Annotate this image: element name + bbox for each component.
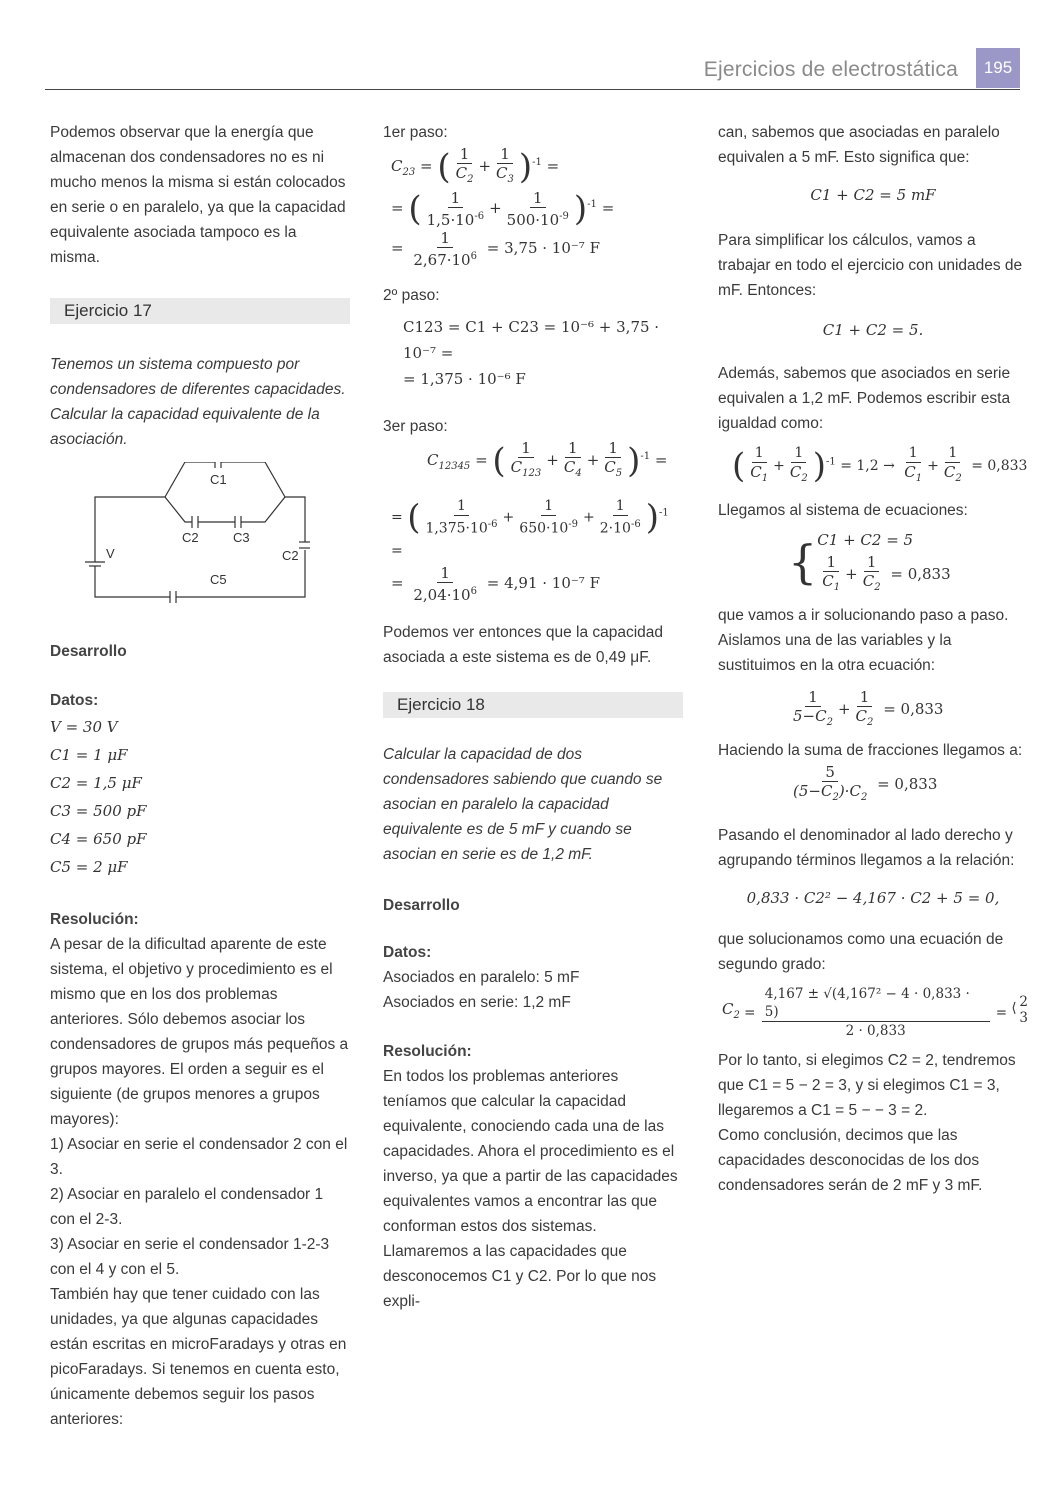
equation-c23: $C_{23}$ = ( $\frac{1}{C_2}$ + $\frac{1}{C_3}$ )$^{-1}$ = = ( $\frac{1}{1,5\cdot 10^{-6}}$ + $\frac{1}{500\cdot 10^{-9}}$ )$^{-1}$ = = $\frac{1}{2,67\cdot 10^6}$ = 3,75 · 10⁻⁷ F (391, 145, 615, 269)
system-line-1: C1 + C2 = 5 (817, 531, 914, 549)
equation-solution: $C_2$ = $\frac{\text{4,167 ± √(4,167² − 4 · 0,833 · 5)}}{2 \cdot 0,833}$ = ⟨ 2 3 (722, 986, 1028, 1039)
system-line-2-result: = 0,833 (890, 565, 951, 583)
series-result: = 0,833 (971, 458, 1028, 474)
solution-numerator: 4,167 ± √(4,167² − 4 · 0,833 · 5) (762, 985, 990, 1022)
resolucion-18-paragraph-2: Llamaremos a las capacidades que desconocemos C1 y C2. Por lo que nos expli- (383, 1242, 657, 1310)
exercise-18-title: Ejercicio 18 (383, 692, 683, 718)
data-line: C5 = 2 μF (50, 858, 128, 876)
equation-series: ( $\frac{1}{C_1}$ + $\frac{1}{C_2}$ )$^{-1}$ = 1,2 → $\frac{1}{C_1}$ + $\frac{1}{C_2}$ = 0,833 (732, 445, 1028, 486)
col3-paragraph-6: Haciendo la suma de fracciones llegamos a: (718, 742, 1023, 759)
final-result: = 4,91 · 10⁻⁷ F (486, 573, 600, 592)
c23-result: = 3,75 · 10⁻⁷ F (486, 239, 600, 257)
equation-parallel: C1 + C2 = 5 mF (810, 186, 936, 204)
desarrollo-heading: Desarrollo (50, 643, 127, 660)
substituted-result: = 0,833 (883, 700, 944, 718)
fraction-sum-result: = 0,833 (877, 775, 938, 793)
solution-denominator: 2 · 0,833 (845, 1023, 906, 1039)
datos-18-heading: Datos: (383, 943, 432, 961)
col3-paragraph-3: Además, sabemos que asociados en serie equivalen a 1,2 mF. Podemos escribir esta igualdad como: (718, 365, 1011, 432)
equation-system: { C1 + C2 = 5 $\frac{1}{C_1}$ + $\frac{1}{C_2}$ = 0,833 (788, 527, 1028, 597)
step-3: 3) Asociar en serie el condensador 1-2-3 con el 4 y con el 5. (50, 1236, 330, 1278)
label-v: V (106, 546, 115, 561)
column-3 (718, 120, 1028, 1198)
equation-c123 (403, 314, 683, 392)
data-line: C1 = 1 μF (50, 746, 128, 764)
col3-paragraph-1: can, sabemos que asociadas en paralelo equivalen a 5 mF. Esto significa que: (718, 124, 1000, 166)
col3-paragraph-5: que vamos a ir solucionando paso a paso. Aislamos una de las variables y la sustituimos en la otra ecuación: (718, 607, 1009, 674)
data-line: C3 = 500 pF (50, 802, 147, 820)
c123-line-2: = 1,375 · 10⁻⁶ F (403, 370, 526, 388)
col3-paragraph-9: Por lo tanto, si elegimos C2 = 2, tendremos que C1 = 5 − 2 = 3, y si elegimos C1 = 3, llegaremos a C1 = 5 − − 3 = 2. (718, 1052, 1016, 1119)
label-c3: C3 (233, 530, 250, 545)
step-2: 2) Asociar en paralelo el condensador 1 con el 2-3. (50, 1186, 324, 1228)
column-2 (383, 120, 683, 1314)
desarrollo-18-heading: Desarrollo (383, 896, 460, 914)
step-1: 1) Asociar en serie el condensador 2 con el 3. (50, 1136, 348, 1178)
col3-paragraph-4: Llegamos al sistema de ecuaciones: (718, 502, 968, 519)
equation-substituted: $\frac{1}{5-C_2}$ + $\frac{1}{C_2}$ = 0,833 (793, 688, 944, 728)
data-line: C4 = 650 pF (50, 830, 147, 848)
header-rule (45, 89, 1020, 90)
label-c2: C2 (182, 530, 199, 545)
col3-paragraph-7: Pasando el denominador al lado derecho y agrupando términos llegamos a la relación: (718, 827, 1015, 869)
datos-heading: Datos: (50, 692, 99, 709)
intro-paragraph: Podemos observar que la energía que almacenan dos condensadores no es ni mucho menos la misma si están colocados en serie o en paralelo, ya que la capacidad equivalente asociada tampoco es la misma. (50, 124, 346, 266)
datos-18-line-1: Asociados en paralelo: 5 mF (383, 968, 580, 986)
data-list (50, 713, 350, 881)
exercise-18-statement: Calcular la capacidad de dos condensadores sabiendo que cuando se asocian en paralelo la capacidad equivalente es de 5 mF y cuando se asocian en serie es de 1,2 mF. (383, 745, 663, 863)
resolucion-18-paragraph: En todos los problemas anteriores teníamos que calcular la capacidad equivalente, conociendo cada una de las capacidades. Ahora el procedimiento es el inverso, ya que a partir de las capacidades equivalentes vamos a encontrar las que conforman estos dos sistemas. (383, 1067, 678, 1235)
paso-2-label: 2º paso: (383, 287, 440, 304)
col3-paragraph-10: Como conclusión, decimos que las capacidades desconocidas de los dos condensadores serán de 2 mF y 3 mF. (718, 1127, 983, 1194)
data-line: C2 = 1,5 μF (50, 774, 142, 792)
col3-paragraph-2: Para simplificar los cálculos, vamos a trabajar en todo el ejercicio con unidades de mF. Entonces: (718, 232, 1023, 299)
column-1 (50, 120, 350, 1432)
series-middle: = 1,2 → (840, 458, 895, 474)
page-header (45, 48, 1020, 90)
resolucion-18-heading: Resolución: (383, 1042, 472, 1060)
paso-3-label: 3er paso: (383, 418, 448, 435)
page-number: 195 (976, 48, 1020, 88)
col3-paragraph-8: que solucionamos como una ecuación de segundo grado: (718, 931, 1004, 973)
exercise-17-statement: Tenemos un sistema compuesto por condensadores de diferentes capacidades. Calcular la capacidad equivalente de la asociación. (50, 356, 346, 448)
equation-quadratic: 0,833 · C2² − 4,167 · C2 + 5 = 0, (746, 889, 1000, 907)
header-title: Ejercicios de electrostática (703, 58, 958, 81)
label-c4: C2 (282, 548, 299, 563)
equation-c12345: $C_{12345}$ = ( $\frac{1}{C_{123}}$ + $\frac{1}{C_4}$ + $\frac{1}{C_5}$ )$^{-1}$ = = ( $\frac{1}{1,375\cdot 10^{-6}}$ + $\frac{1}{650\cdot 10^{-9}}$ + $\frac{1}{2\cdot 10^{-6}}$ )$^{-1}$ = = $\frac{1}{2,04\cdot 10^6}$ = 4,91 · 10⁻⁷ F (391, 439, 669, 604)
exercise-17-title: Ejercicio 17 (50, 298, 350, 324)
data-line: V = 30 V (50, 718, 118, 736)
paso-1-label: 1er paso: (383, 124, 448, 141)
equation-fraction-sum: $\frac{5}{(5-C_2)\cdot C_2}$ = 0,833 (793, 763, 938, 803)
label-c5: C5 (210, 572, 227, 587)
circuit-svg (70, 462, 310, 612)
c123-line-1: C123 = C1 + C23 = 10⁻⁶ + 3,75 · 10⁻⁷ = (403, 318, 660, 362)
conclusion-17: Podemos ver entonces que la capacidad asociada a este sistema es de 0,49 μF. (383, 623, 664, 666)
circuit-diagram (70, 462, 350, 617)
resolucion-heading: Resolución: (50, 911, 139, 928)
datos-18-line-2: Asociados en serie: 1,2 mF (383, 993, 571, 1011)
label-c1: C1 (210, 472, 227, 487)
equation-parallel-simplified: C1 + C2 = 5. (822, 321, 924, 339)
units-paragraph: También hay que tener cuidado con las unidades, ya que algunas capacidades están escritas en microFaradays y otras en picoFaradays. Si tenemos en cuenta esto, únicamente debemos seguir los pasos anteriores: (50, 1286, 347, 1428)
resolucion-paragraph: A pesar de la dificultad aparente de este sistema, el objetivo y procedimiento es el mismo que en los dos problemas anteriores. Sólo debemos asociar los condensadores de grupos más pequeños a grupos mayores. El orden a seguir es el siguiente (de grupos menores a grupos mayores): (50, 936, 349, 1128)
